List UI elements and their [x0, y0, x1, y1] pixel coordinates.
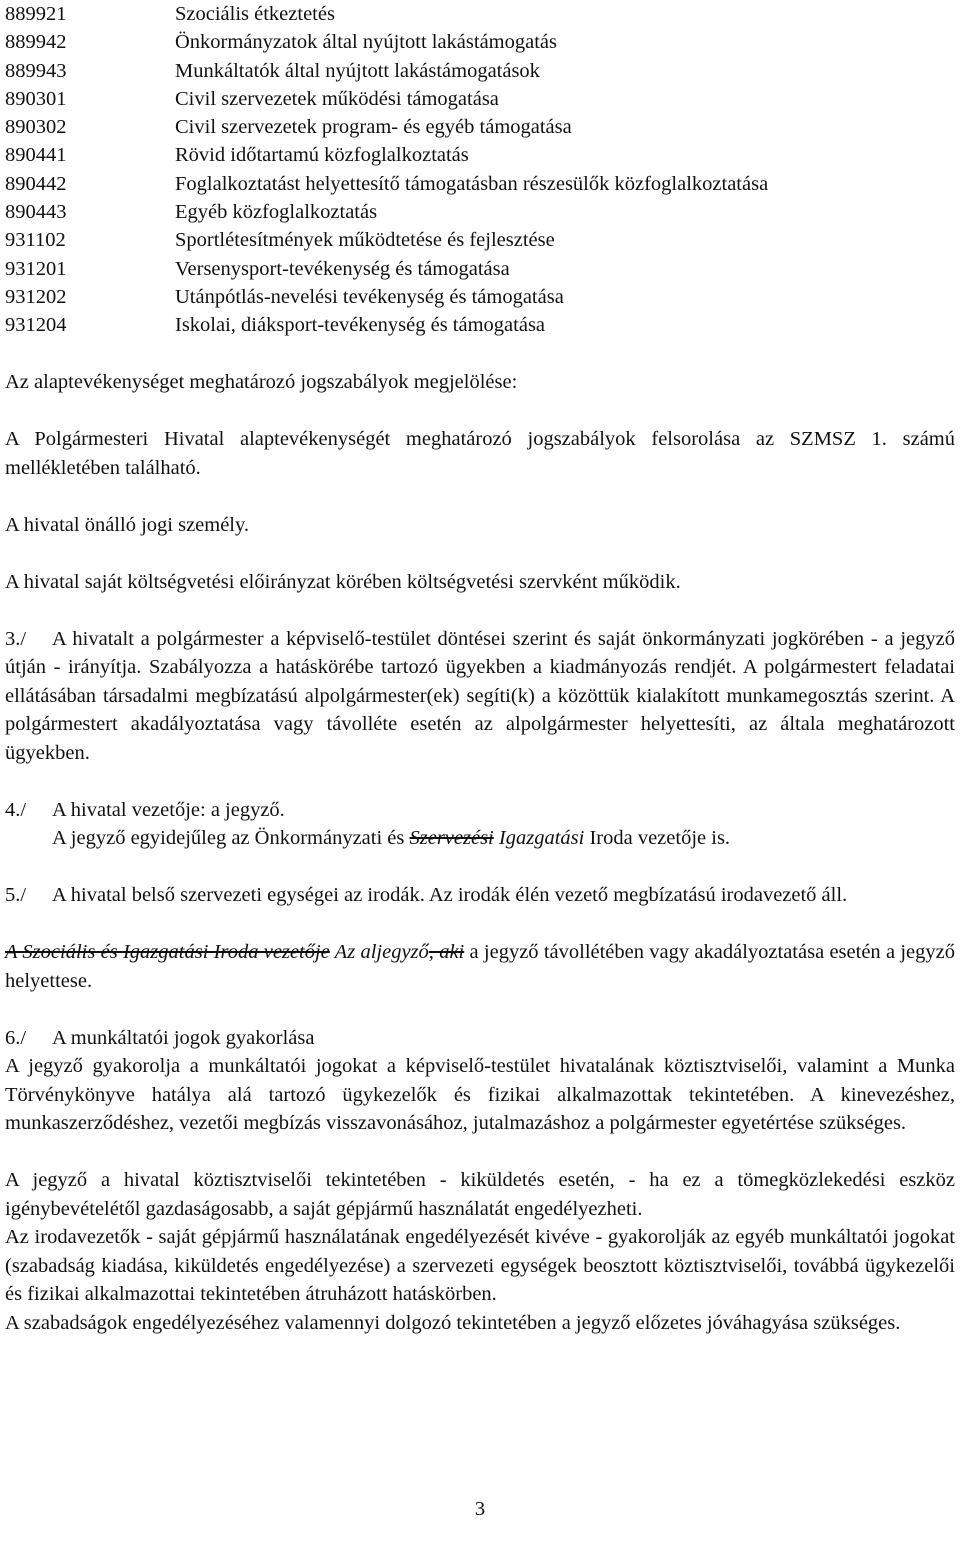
section-6-number: 6./ [5, 1026, 27, 1049]
activity-code-row [5, 0, 955, 28]
section-5 [5, 881, 955, 910]
activity-code-row [5, 28, 955, 56]
activity-code: 889921 [5, 3, 67, 25]
section-3-text: A hivatalt a polgármester a képviselő-testület döntései szerint és saját önkormányzati jogkörében - a jegyző útján - irányítja. Szabályozza a hatáskörébe tartozó ügyekben a kiadmányozás rendjét. A polgármestert feladatai ellátásában társadalmi megbízatású alpolgármester(ek) segíti(k) a közöttük kialakított munkamegosztás szerint. A polgármestert akadályoztatása vagy távolléte esetén az alpolgármester helyettesíti, az általa meghatározott ügyekben. [5, 627, 955, 764]
activity-code: 931201 [5, 257, 67, 280]
activity-code-row [5, 113, 955, 141]
activity-code-row [5, 141, 955, 169]
activity-description: Sportlétesítmények működtetése és fejlesztése [175, 229, 555, 252]
activity-description: Civil szervezetek program- és egyéb támogatása [175, 116, 572, 139]
activity-description: Iskolai, diáksport-tevékenység és támogatása [175, 314, 546, 337]
activity-description: Szociális étkeztetés [175, 3, 335, 25]
legal-person-text: A hivatal önálló jogi személy. [5, 513, 250, 536]
section-3-number: 3./ [5, 627, 27, 650]
legal-heading: Az alaptevékenységet meghatározó jogszabályok megjelölése: [5, 371, 518, 394]
section-6-paragraph-2: A jegyző a hivatal köztisztviselői tekintetében - kiküldetés esetén, - ha ez a tömegközlekedési eszköz igénybevételétől gazdaságosabb, a saját gépjármű használatát engedélyezheti. [5, 1169, 955, 1220]
deputy-rest-text: a jegyző távollétében vagy akadályoztatása esetén a jegyző helyettese. [5, 941, 955, 992]
activity-code-row [5, 255, 955, 283]
section-6-paragraph-3: Az irodavezetők - saját gépjármű használatának engedélyezését kivéve - gyakorolják az egyéb munkáltatói jogokat (szabadság kiadása, kiküldetés engedélyezése) a szervezeti egységek beosztott köztisztviselői, továbbá ügykezelői és fizikai alkalmazottai tekintetében átruházott hatáskörben. [5, 1226, 955, 1306]
section-5-number: 5./ [5, 884, 27, 907]
activity-description: Foglalkoztatást helyettesítő támogatásban részesülők közfoglalkoztatása [175, 172, 769, 195]
activity-code-row [5, 311, 955, 339]
document-page [5, 0, 955, 1337]
activity-description: Munkáltatók által nyújtott lakástámogatások [175, 59, 540, 82]
activity-code-row [5, 226, 955, 254]
activity-code-list [5, 0, 955, 340]
section-4-inserted-word: Igazgatási [498, 827, 585, 850]
section-4-line2-c: Iroda vezetője is. [584, 827, 731, 850]
section-4-line2 [5, 824, 955, 853]
activity-description: Önkormányzatok által nyújtott lakástámogatás [175, 31, 557, 54]
activity-code: 889943 [5, 59, 67, 82]
activity-code: 890441 [5, 144, 67, 167]
activity-code-row [5, 57, 955, 85]
activity-description: Egyéb közfoglalkoztatás [175, 201, 378, 224]
activity-code-row [5, 85, 955, 113]
activity-description: Civil szervezetek működési támogatása [175, 87, 499, 110]
activity-code-row [5, 198, 955, 226]
budget-text: A hivatal saját költségvetési előirányzat körében költségvetési szervként működik. [5, 570, 681, 593]
activity-code: 890301 [5, 87, 67, 110]
deputy-struck-text-2: , aki [428, 941, 465, 964]
deputy-struck-text-1: A Szociális és Igazgatási Iroda vezetője [5, 941, 330, 964]
page-number: 3 [474, 1498, 486, 1520]
activity-code-row [5, 170, 955, 198]
deputy-inserted-text: Az aljegyző [329, 941, 429, 964]
section-6-paragraph-4: A szabadságok engedélyezéséhez valamennyi dolgozó tekintetében a jegyző előzetes jóváhagyása szükséges. [5, 1311, 901, 1334]
section-3 [5, 625, 955, 768]
activity-code: 931204 [5, 314, 67, 337]
deputy-paragraph [5, 938, 955, 995]
activity-code: 931202 [5, 285, 67, 308]
activity-code: 890442 [5, 172, 67, 195]
section-6 [5, 1024, 955, 1338]
legal-text: A Polgármesteri Hivatal alaptevékenységét meghatározó jogszabályok felsorolása az SZMSZ 1. számú mellékletében található. [5, 428, 955, 479]
section-4-line1: A hivatal vezetője: a jegyző. [52, 798, 285, 821]
section-4-struck-word: Szervezési [409, 827, 494, 850]
activity-description: Utánpótlás-nevelési tevékenység és támogatása [175, 285, 564, 308]
section-5-text: A hivatal belső szervezeti egységei az irodák. Az irodák élén vezető megbízatású irodavezető áll. [52, 884, 848, 907]
activity-code: 890443 [5, 201, 67, 224]
section-4-number: 4./ [5, 798, 27, 821]
activity-code-row [5, 283, 955, 311]
activity-description: Rövid időtartamú közfoglalkoztatás [175, 144, 469, 167]
section-4 [5, 796, 955, 853]
section-6-title: A munkáltatói jogok gyakorlása [52, 1026, 315, 1049]
activity-code: 890302 [5, 116, 67, 139]
activity-description: Versenysport-tevékenység és támogatása [175, 257, 510, 280]
section-4-line2-a: A jegyző egyidejűleg az Önkormányzati és [52, 827, 410, 850]
section-6-paragraph-1: A jegyző gyakorolja a munkáltatói jogokat a képviselő-testület hivatalának köztisztviselői, valamint a Munka Törvénykönyve hatálya alá tartozó ügykezelők és fizikai alkalmazottak tekintetében. A kinevezéshez, munkaszerződéshez, vezetői megbízás visszavonásához, jutalmazáshoz a polgármester egyetértése szükséges. [5, 1055, 955, 1135]
activity-code: 889942 [5, 31, 67, 54]
activity-code: 931102 [5, 229, 66, 252]
